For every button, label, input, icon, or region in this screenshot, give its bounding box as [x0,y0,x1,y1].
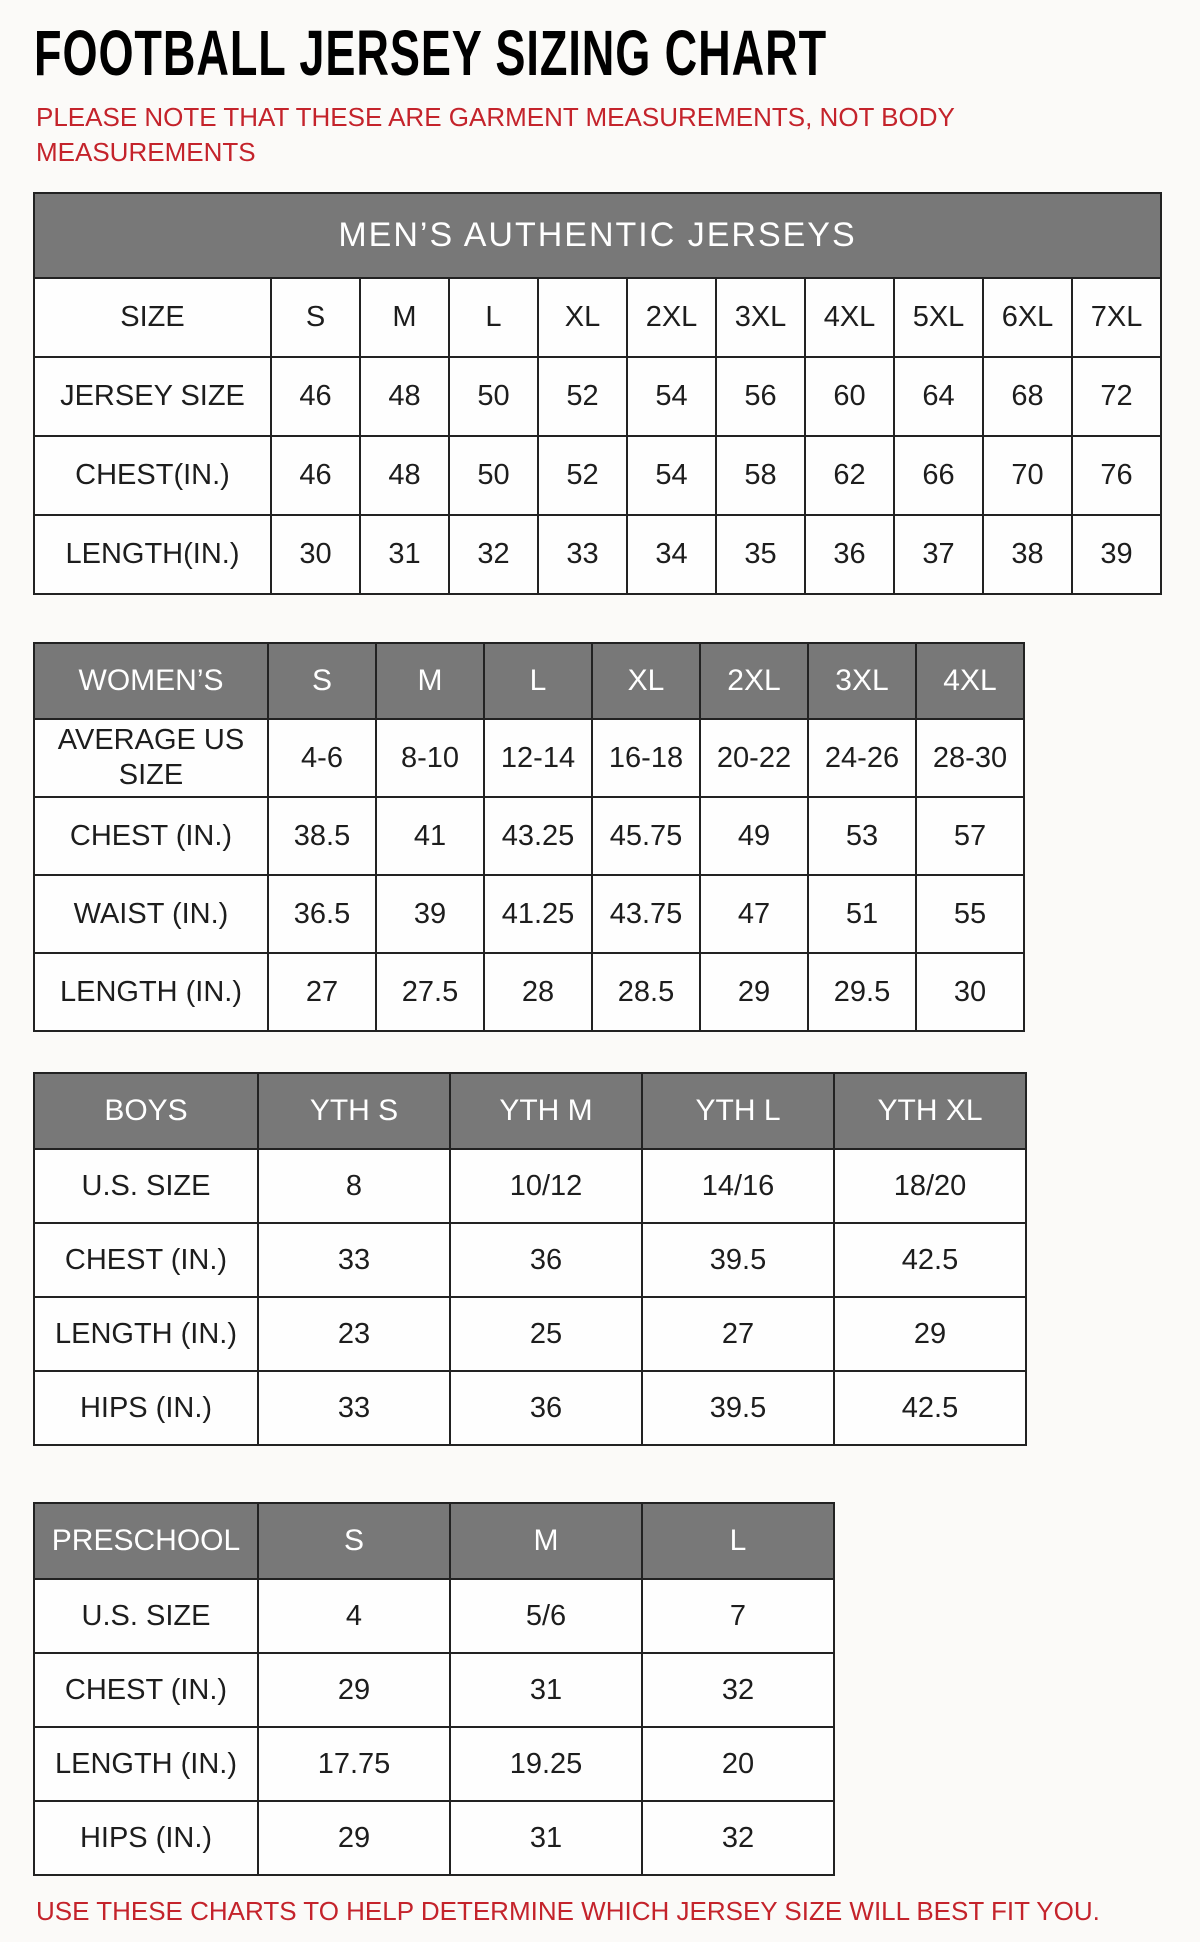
table-cell: 16-18 [592,719,700,797]
table-cell: 25 [450,1297,642,1371]
column-header: YTH S [258,1073,450,1149]
table-cell: 4XL [805,278,894,357]
table-cell: 8-10 [376,719,484,797]
column-header: YTH M [450,1073,642,1149]
table-cell: 12-14 [484,719,592,797]
table-cell: 31 [360,515,449,594]
table-row [34,797,1024,875]
table-cell: 32 [449,515,538,594]
table-cell: 27.5 [376,953,484,1031]
table-cell: 70 [983,436,1072,515]
table-cell: L [449,278,538,357]
table-row [34,1149,1026,1223]
boys-table [33,1072,1027,1446]
column-header: M [450,1503,642,1579]
table-cell: 27 [268,953,376,1031]
table-cell: 41 [376,797,484,875]
table-cell: XL [538,278,627,357]
table-cell: 18/20 [834,1149,1026,1223]
table-cell: M [360,278,449,357]
table-cell: 39 [1072,515,1161,594]
table-row [34,278,1161,357]
table-row [34,1727,834,1801]
table-cell: 31 [450,1801,642,1875]
preschool-table [33,1502,835,1876]
table-cell: 29 [700,953,808,1031]
womens-table [33,642,1025,1032]
table-cell: 64 [894,357,983,436]
table-cell: 34 [627,515,716,594]
table-cell: 27 [642,1297,834,1371]
column-header: 3XL [808,643,916,719]
table-cell: S [271,278,360,357]
table-cell: 45.75 [592,797,700,875]
table-cell: 36 [450,1371,642,1445]
table-cell: 57 [916,797,1024,875]
row-label: SIZE [34,278,271,357]
table-cell: 54 [627,436,716,515]
table-cell: 36 [805,515,894,594]
table-cell: 38 [983,515,1072,594]
table-cell: 14/16 [642,1149,834,1223]
table-row [34,875,1024,953]
row-label: HIPS (IN.) [34,1371,258,1445]
column-header: S [258,1503,450,1579]
table-row [34,436,1161,515]
table-header-row [34,1503,834,1579]
table-cell: 5/6 [450,1579,642,1653]
table-cell: 17.75 [258,1727,450,1801]
row-label: CHEST(IN.) [34,436,271,515]
table-cell: 49 [700,797,808,875]
column-header: XL [592,643,700,719]
table-cell: 8 [258,1149,450,1223]
boys-table-title: BOYS [34,1073,258,1149]
table-cell: 20 [642,1727,834,1801]
table-cell: 76 [1072,436,1161,515]
table-cell: 28-30 [916,719,1024,797]
table-cell: 33 [258,1371,450,1445]
table-cell: 33 [538,515,627,594]
table-cell: 7 [642,1579,834,1653]
garment-measurements-note: PLEASE NOTE THAT THESE ARE GARMENT MEASUREMENTS, NOT BODY MEASUREMENTS [36,102,955,168]
row-label: AVERAGE US SIZE [34,719,268,797]
column-header: M [376,643,484,719]
table-cell: 42.5 [834,1223,1026,1297]
mens-authentic-jerseys-table [33,192,1162,595]
table-cell: 50 [449,357,538,436]
table-cell: 19.25 [450,1727,642,1801]
row-label: LENGTH (IN.) [34,953,268,1031]
column-header: S [268,643,376,719]
column-header: 2XL [700,643,808,719]
table-cell: 20-22 [700,719,808,797]
table-cell: 54 [627,357,716,436]
table-cell: 29 [258,1653,450,1727]
table-cell: 62 [805,436,894,515]
table-cell: 31 [450,1653,642,1727]
table-cell: 29 [834,1297,1026,1371]
table-cell: 2XL [627,278,716,357]
table-header-row [34,193,1161,278]
table-row [34,515,1161,594]
row-label: U.S. SIZE [34,1579,258,1653]
column-header: L [642,1503,834,1579]
table-row [34,953,1024,1031]
table-cell: 39 [376,875,484,953]
table-cell: 43.25 [484,797,592,875]
page-title: FOOTBALL JERSEY SIZING CHART [34,19,828,90]
row-label: CHEST (IN.) [34,797,268,875]
table-row [34,357,1161,436]
row-label: U.S. SIZE [34,1149,258,1223]
table-cell: 33 [258,1223,450,1297]
table-cell: 36 [450,1223,642,1297]
table-cell: 72 [1072,357,1161,436]
womens-table-title: WOMEN’S [34,643,268,719]
table-cell: 58 [716,436,805,515]
table-cell: 51 [808,875,916,953]
table-cell: 35 [716,515,805,594]
table-row [34,1579,834,1653]
table-cell: 60 [805,357,894,436]
preschool-table-title: PRESCHOOL [34,1503,258,1579]
row-label: LENGTH (IN.) [34,1727,258,1801]
table-cell: 42.5 [834,1371,1026,1445]
row-label: JERSEY SIZE [34,357,271,436]
table-cell: 55 [916,875,1024,953]
table-cell: 39.5 [642,1223,834,1297]
row-label: CHEST (IN.) [34,1223,258,1297]
row-label: CHEST (IN.) [34,1653,258,1727]
row-label: LENGTH(IN.) [34,515,271,594]
fit-advice-note: USE THESE CHARTS TO HELP DETERMINE WHICH JERSEY SIZE WILL BEST FIT YOU. [36,1896,1100,1926]
table-cell: 23 [258,1297,450,1371]
table-row [34,719,1024,797]
table-cell: 37 [894,515,983,594]
row-label: HIPS (IN.) [34,1801,258,1875]
table-cell: 48 [360,436,449,515]
row-label: LENGTH (IN.) [34,1297,258,1371]
table-header-row [34,643,1024,719]
table-cell: 50 [449,436,538,515]
table-cell: 30 [916,953,1024,1031]
column-header: L [484,643,592,719]
column-header: 4XL [916,643,1024,719]
table-row [34,1371,1026,1445]
table-cell: 7XL [1072,278,1161,357]
table-row [34,1297,1026,1371]
table-row [34,1801,834,1875]
table-cell: 68 [983,357,1072,436]
table-cell: 46 [271,357,360,436]
table-cell: 47 [700,875,808,953]
table-cell: 32 [642,1801,834,1875]
table-cell: 24-26 [808,719,916,797]
table-cell: 39.5 [642,1371,834,1445]
table-cell: 28 [484,953,592,1031]
table-cell: 28.5 [592,953,700,1031]
table-cell: 66 [894,436,983,515]
table-cell: 5XL [894,278,983,357]
table-cell: 36.5 [268,875,376,953]
table-cell: 32 [642,1653,834,1727]
table-cell: 41.25 [484,875,592,953]
row-label: WAIST (IN.) [34,875,268,953]
table-cell: 48 [360,357,449,436]
table-cell: 46 [271,436,360,515]
table-cell: 43.75 [592,875,700,953]
table-row [34,1223,1026,1297]
table-cell: 10/12 [450,1149,642,1223]
column-header: YTH XL [834,1073,1026,1149]
table-cell: 29.5 [808,953,916,1031]
table-cell: 30 [271,515,360,594]
table-cell: 52 [538,436,627,515]
column-header: YTH L [642,1073,834,1149]
table-cell: 53 [808,797,916,875]
table-cell: 56 [716,357,805,436]
mens-table-title: MEN’S AUTHENTIC JERSEYS [34,193,1161,278]
table-cell: 4 [258,1579,450,1653]
table-cell: 38.5 [268,797,376,875]
table-cell: 6XL [983,278,1072,357]
table-cell: 3XL [716,278,805,357]
table-cell: 52 [538,357,627,436]
table-cell: 4-6 [268,719,376,797]
table-header-row [34,1073,1026,1149]
table-row [34,1653,834,1727]
table-cell: 29 [258,1801,450,1875]
